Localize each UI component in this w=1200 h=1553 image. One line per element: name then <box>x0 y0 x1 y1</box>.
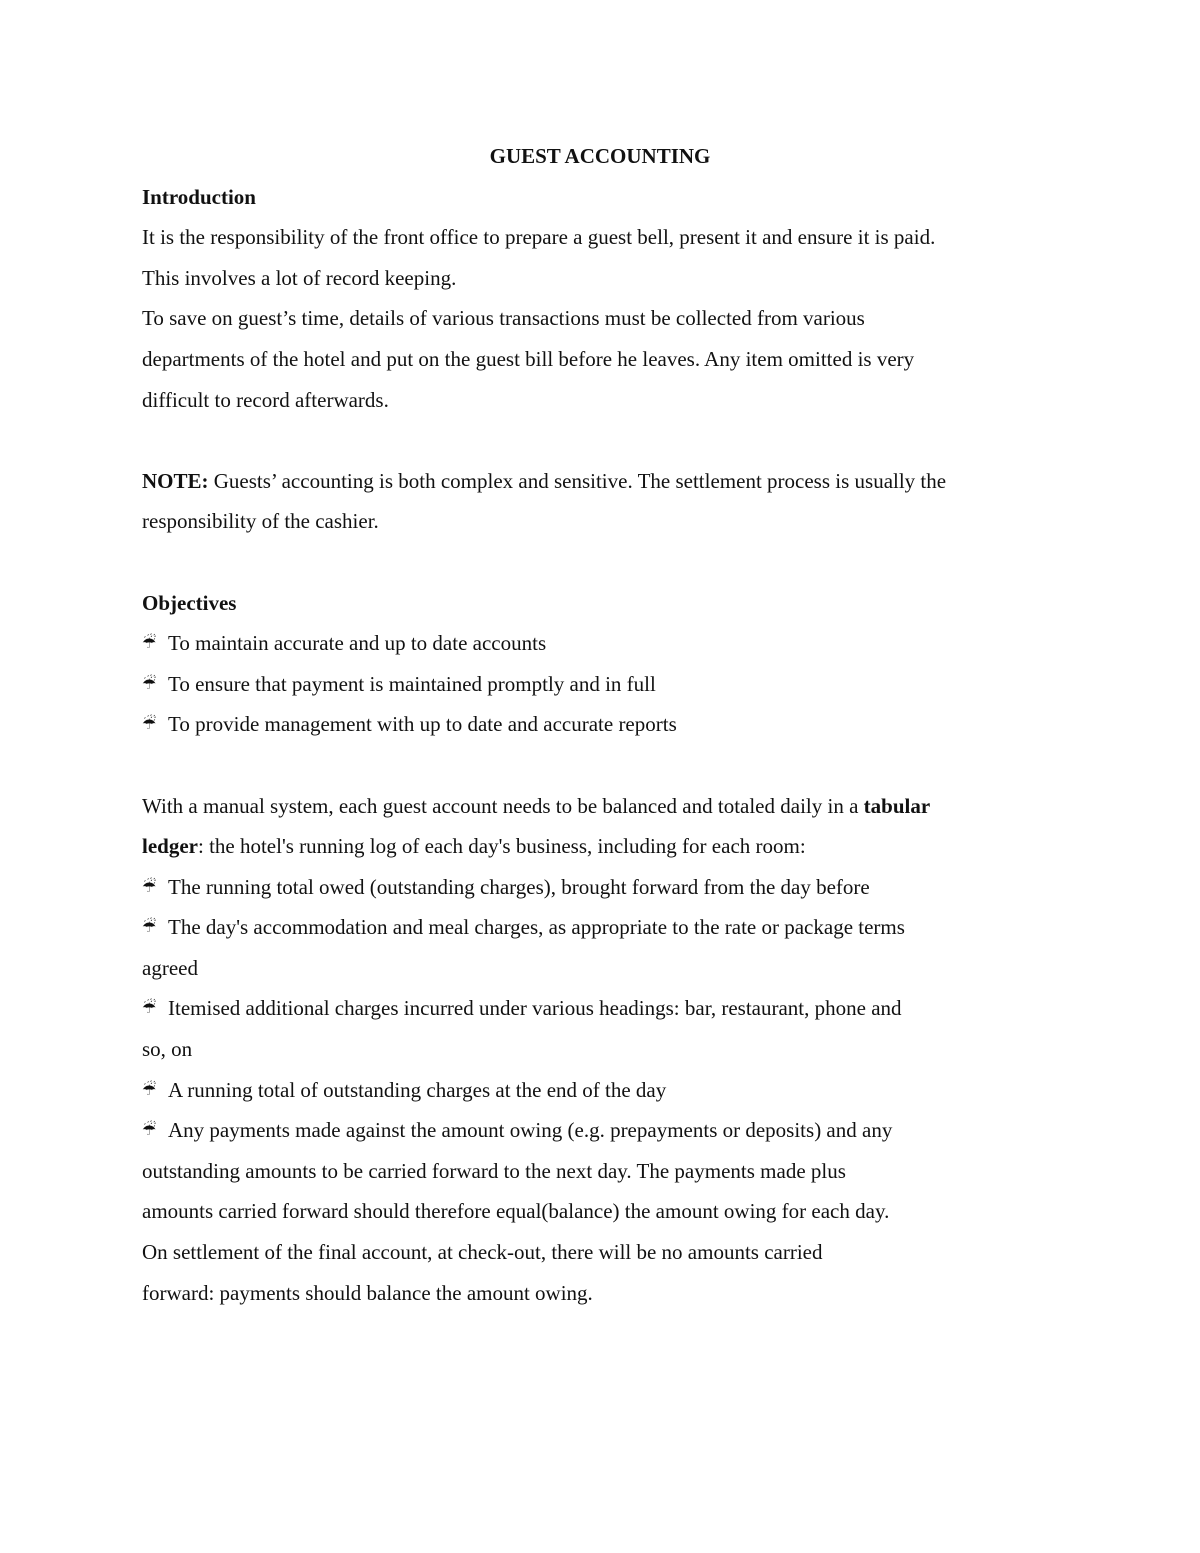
objectives-heading: Objectives <box>142 590 237 615</box>
objective-text: To maintain accurate and up to date accounts <box>168 631 547 656</box>
ledger-intro <box>142 786 1062 827</box>
ledger-item-text: A running total of outstanding charges at the end of the day <box>168 1077 667 1102</box>
ledger-item-text: Any payments made against the amount owing (e.g. prepayments or deposits) and any <box>168 1118 893 1143</box>
ledger-item-continued: agreed <box>142 955 198 980</box>
ledger-item-continued: so, on <box>142 1037 193 1062</box>
ledger-intro-text: : the hotel's running log of each day's business, including for each room: <box>197 834 806 859</box>
ledger-item-text: Itemised additional charges incurred under various headings: bar, restaurant, phone and <box>168 996 902 1021</box>
introduction-heading: Introduction <box>142 184 256 209</box>
ledger-item-continued: amounts carried forward should therefore equal(balance) the amount owing for each day. <box>142 1199 890 1224</box>
introduction-line: To save on guest’s time, details of various transactions must be collected from various <box>142 306 865 331</box>
note-paragraph <box>142 461 1062 502</box>
ledger-item <box>142 867 1062 908</box>
objective-item <box>142 623 1062 664</box>
ledger-item-continued: outstanding amounts to be carried forward to the next day. The payments made plus <box>142 1158 846 1183</box>
umbrella-bullet-icon: ☔ <box>142 876 157 896</box>
ledger-intro-text: With a manual system, each guest account needs to be balanced and totaled daily in a <box>142 793 864 818</box>
umbrella-bullet-icon: ☔ <box>142 917 157 937</box>
ledger-intro-continued <box>142 826 1062 867</box>
umbrella-bullet-icon: ☔ <box>142 1079 157 1099</box>
ledger-item-text: The day's accommodation and meal charges, as appropriate to the rate or package terms <box>168 915 905 940</box>
ledger-closing: On settlement of the final account, at check-out, there will be no amounts carried <box>142 1240 823 1265</box>
objective-item <box>142 704 1062 745</box>
note-paragraph-continued: responsibility of the cashier. <box>142 509 379 534</box>
umbrella-bullet-icon: ☔ <box>142 673 157 693</box>
umbrella-bullet-icon: ☔ <box>142 1120 157 1140</box>
objective-item <box>142 664 1062 705</box>
introduction-line: It is the responsibility of the front office to prepare a guest bell, present it and ensure it is paid. <box>142 225 936 250</box>
umbrella-bullet-icon: ☔ <box>142 633 157 653</box>
ledger-term-bold: ledger <box>142 834 198 859</box>
umbrella-bullet-icon: ☔ <box>142 998 157 1018</box>
introduction-line: This involves a lot of record keeping. <box>142 265 457 290</box>
document-content <box>142 136 1062 1313</box>
ledger-item <box>142 1110 1062 1151</box>
paragraph-spacer <box>142 745 1062 786</box>
objective-text: To ensure that payment is maintained promptly and in full <box>168 671 656 696</box>
ledger-closing: forward: payments should balance the amount owing. <box>142 1280 593 1305</box>
introduction-line: departments of the hotel and put on the guest bill before he leaves. Any item omitted is very <box>142 346 915 371</box>
ledger-item-text: The running total owed (outstanding charges), brought forward from the day before <box>168 874 870 899</box>
note-label: NOTE: <box>142 468 209 493</box>
document-title: GUEST ACCOUNTING <box>489 144 711 168</box>
ledger-item <box>142 988 1062 1029</box>
paragraph-spacer <box>142 420 1062 461</box>
note-text: Guests’ accounting is both complex and sensitive. The settlement process is usually the <box>208 468 947 493</box>
umbrella-bullet-icon: ☔ <box>142 714 157 734</box>
paragraph-spacer <box>142 542 1062 583</box>
ledger-item <box>142 1070 1062 1111</box>
ledger-item <box>142 907 1062 948</box>
objective-text: To provide management with up to date and accurate reports <box>168 712 677 737</box>
introduction-line: difficult to record afterwards. <box>142 387 389 412</box>
ledger-term-bold: tabular <box>863 793 931 818</box>
